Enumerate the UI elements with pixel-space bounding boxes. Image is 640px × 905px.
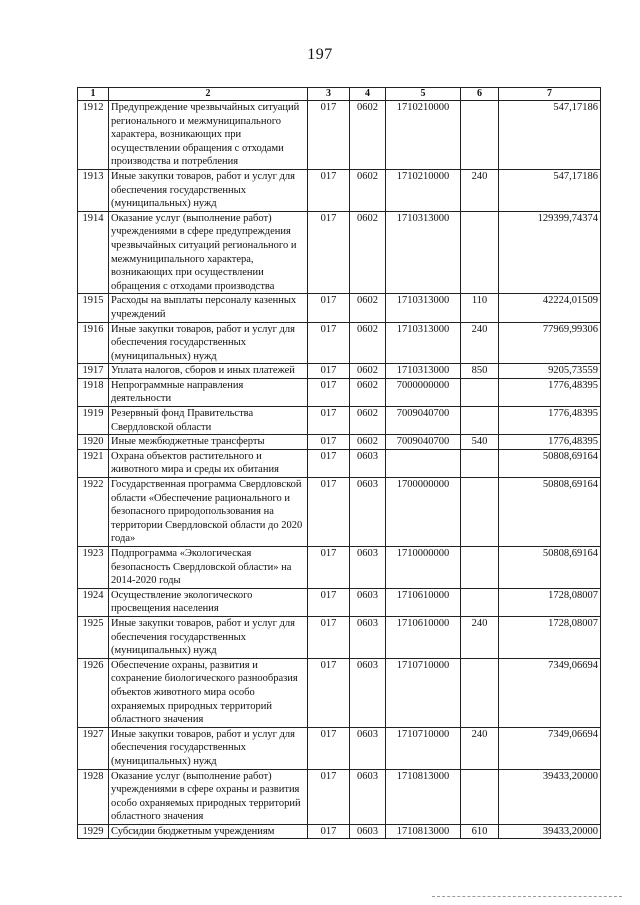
expense-type-cell — [461, 407, 499, 435]
scan-edge-mark — [432, 896, 622, 898]
amount-cell: 7349,06694 — [499, 727, 601, 769]
section-code-cell: 0603 — [350, 478, 386, 547]
ministry-code-cell: 017 — [308, 616, 350, 658]
table-row — [78, 322, 601, 364]
amount-cell: 39433,20000 — [499, 824, 601, 839]
target-code-cell — [386, 449, 461, 477]
amount-cell: 39433,20000 — [499, 769, 601, 824]
ministry-code-cell: 017 — [308, 478, 350, 547]
description-cell: Расходы на выплаты персоналу казенных учреждений — [109, 294, 308, 322]
section-code-cell: 0603 — [350, 658, 386, 727]
table-row — [78, 169, 601, 211]
expense-type-cell — [461, 449, 499, 477]
section-code-cell: 0602 — [350, 378, 386, 406]
table-row — [78, 435, 601, 450]
target-code-cell: 7009040700 — [386, 407, 461, 435]
ministry-code-cell: 017 — [308, 378, 350, 406]
column-header: 2 — [109, 88, 308, 101]
section-code-cell: 0602 — [350, 169, 386, 211]
expense-type-cell: 540 — [461, 435, 499, 450]
expense-type-cell — [461, 658, 499, 727]
target-code-cell: 1710313000 — [386, 364, 461, 379]
expense-type-cell — [461, 547, 499, 589]
section-code-cell: 0602 — [350, 322, 386, 364]
section-code-cell: 0603 — [350, 588, 386, 616]
ministry-code-cell: 017 — [308, 727, 350, 769]
table-row — [78, 294, 601, 322]
table-row — [78, 364, 601, 379]
expense-type-cell: 610 — [461, 824, 499, 839]
description-cell: Иные закупки товаров, работ и услуг для обеспечения государственных (муниципальных) нужд — [109, 727, 308, 769]
table-row — [78, 824, 601, 839]
amount-cell: 77969,99306 — [499, 322, 601, 364]
target-code-cell: 1700000000 — [386, 478, 461, 547]
table-row — [78, 101, 601, 170]
ministry-code-cell: 017 — [308, 322, 350, 364]
expense-type-cell: 240 — [461, 169, 499, 211]
table-row — [78, 547, 601, 589]
table-row — [78, 478, 601, 547]
target-code-cell: 1710313000 — [386, 211, 461, 294]
description-cell: Непрограммные направления деятельности — [109, 378, 308, 406]
row-number-cell: 1929 — [78, 824, 109, 839]
ministry-code-cell: 017 — [308, 658, 350, 727]
budget-table — [77, 87, 601, 839]
expense-type-cell: 240 — [461, 616, 499, 658]
description-cell: Предупреждение чрезвычайных ситуаций регионального и межмуниципального характера, возникающих при осуществлении обращения с отходами производства и потребления — [109, 101, 308, 170]
expense-type-cell: 850 — [461, 364, 499, 379]
page-number: 197 — [307, 46, 333, 63]
table-row — [78, 769, 601, 824]
row-number-cell: 1922 — [78, 478, 109, 547]
expense-type-cell — [461, 588, 499, 616]
table-row — [78, 449, 601, 477]
amount-cell: 547,17186 — [499, 101, 601, 170]
description-cell: Уплата налогов, сборов и иных платежей — [109, 364, 308, 379]
section-code-cell: 0602 — [350, 101, 386, 170]
row-number-cell: 1921 — [78, 449, 109, 477]
description-cell: Оказание услуг (выполнение работ) учреждениями в сфере предупреждения чрезвычайных ситуаций регионального и межмуниципального характера, возникающих при осуществлении обращения с отходами производства — [109, 211, 308, 294]
section-code-cell: 0603 — [350, 449, 386, 477]
section-code-cell: 0603 — [350, 727, 386, 769]
row-number-cell: 1919 — [78, 407, 109, 435]
description-cell: Осуществление экологического просвещения населения — [109, 588, 308, 616]
expense-type-cell — [461, 378, 499, 406]
description-cell: Обеспечение охраны, развития и сохранение биологического разнообразия объектов животного мира особо охраняемых природных территорий областного значения — [109, 658, 308, 727]
row-number-cell: 1912 — [78, 101, 109, 170]
target-code-cell: 1710710000 — [386, 727, 461, 769]
column-header: 6 — [461, 88, 499, 101]
section-code-cell: 0602 — [350, 211, 386, 294]
ministry-code-cell: 017 — [308, 101, 350, 170]
row-number-cell: 1926 — [78, 658, 109, 727]
expense-type-cell: 240 — [461, 727, 499, 769]
amount-cell: 1776,48395 — [499, 435, 601, 450]
row-number-cell: 1917 — [78, 364, 109, 379]
row-number-cell: 1925 — [78, 616, 109, 658]
target-code-cell: 1710610000 — [386, 588, 461, 616]
amount-cell: 9205,73559 — [499, 364, 601, 379]
description-cell: Иные закупки товаров, работ и услуг для обеспечения государственных (муниципальных) нужд — [109, 169, 308, 211]
ministry-code-cell: 017 — [308, 294, 350, 322]
amount-cell: 50808,69164 — [499, 547, 601, 589]
amount-cell: 50808,69164 — [499, 478, 601, 547]
row-number-cell: 1920 — [78, 435, 109, 450]
target-code-cell: 7009040700 — [386, 435, 461, 450]
target-code-cell: 1710210000 — [386, 169, 461, 211]
expense-type-cell: 110 — [461, 294, 499, 322]
target-code-cell: 1710000000 — [386, 547, 461, 589]
expense-type-cell — [461, 769, 499, 824]
column-header: 1 — [78, 88, 109, 101]
target-code-cell: 1710313000 — [386, 322, 461, 364]
target-code-cell: 1710610000 — [386, 616, 461, 658]
column-header: 5 — [386, 88, 461, 101]
ministry-code-cell: 017 — [308, 211, 350, 294]
column-header: 3 — [308, 88, 350, 101]
ministry-code-cell: 017 — [308, 435, 350, 450]
target-code-cell: 1710813000 — [386, 824, 461, 839]
amount-cell: 1776,48395 — [499, 378, 601, 406]
description-cell: Охрана объектов растительного и животного мира и среды их обитания — [109, 449, 308, 477]
section-code-cell: 0603 — [350, 547, 386, 589]
target-code-cell: 1710813000 — [386, 769, 461, 824]
row-number-cell: 1927 — [78, 727, 109, 769]
section-code-cell: 0603 — [350, 616, 386, 658]
target-code-cell: 7000000000 — [386, 378, 461, 406]
row-number-cell: 1914 — [78, 211, 109, 294]
amount-cell: 1728,08007 — [499, 588, 601, 616]
amount-cell: 1776,48395 — [499, 407, 601, 435]
description-cell: Иные закупки товаров, работ и услуг для обеспечения государственных (муниципальных) нужд — [109, 322, 308, 364]
table-row — [78, 378, 601, 406]
target-code-cell: 1710710000 — [386, 658, 461, 727]
section-code-cell: 0602 — [350, 407, 386, 435]
table-row — [78, 211, 601, 294]
description-cell: Иные межбюджетные трансферты — [109, 435, 308, 450]
table-row — [78, 616, 601, 658]
table-row — [78, 658, 601, 727]
amount-cell: 42224,01509 — [499, 294, 601, 322]
table-row — [78, 588, 601, 616]
row-number-cell: 1918 — [78, 378, 109, 406]
section-code-cell: 0603 — [350, 769, 386, 824]
row-number-cell: 1923 — [78, 547, 109, 589]
column-header: 7 — [499, 88, 601, 101]
table-row — [78, 727, 601, 769]
section-code-cell: 0602 — [350, 294, 386, 322]
ministry-code-cell: 017 — [308, 824, 350, 839]
section-code-cell: 0603 — [350, 824, 386, 839]
description-cell: Подпрограмма «Экологическая безопасность Свердловской области» на 2014-2020 годы — [109, 547, 308, 589]
ministry-code-cell: 017 — [308, 547, 350, 589]
ministry-code-cell: 017 — [308, 449, 350, 477]
ministry-code-cell: 017 — [308, 769, 350, 824]
header-row — [78, 88, 601, 101]
target-code-cell: 1710210000 — [386, 101, 461, 170]
expense-type-cell — [461, 101, 499, 170]
amount-cell: 1728,08007 — [499, 616, 601, 658]
expense-type-cell — [461, 478, 499, 547]
row-number-cell: 1913 — [78, 169, 109, 211]
ministry-code-cell: 017 — [308, 588, 350, 616]
ministry-code-cell: 017 — [308, 169, 350, 211]
row-number-cell: 1924 — [78, 588, 109, 616]
expense-type-cell — [461, 211, 499, 294]
target-code-cell: 1710313000 — [386, 294, 461, 322]
table-row — [78, 407, 601, 435]
ministry-code-cell: 017 — [308, 364, 350, 379]
amount-cell: 50808,69164 — [499, 449, 601, 477]
row-number-cell: 1928 — [78, 769, 109, 824]
ministry-code-cell: 017 — [308, 407, 350, 435]
section-code-cell: 0602 — [350, 435, 386, 450]
amount-cell: 547,17186 — [499, 169, 601, 211]
amount-cell: 7349,06694 — [499, 658, 601, 727]
amount-cell: 129399,74374 — [499, 211, 601, 294]
row-number-cell: 1915 — [78, 294, 109, 322]
column-header: 4 — [350, 88, 386, 101]
section-code-cell: 0602 — [350, 364, 386, 379]
description-cell: Субсидии бюджетным учреждениям — [109, 824, 308, 839]
description-cell: Резервный фонд Правительства Свердловской области — [109, 407, 308, 435]
description-cell: Государственная программа Свердловской области «Обеспечение рационального и безопасного природопользования на территории Свердловской области до 2020 года» — [109, 478, 308, 547]
expense-type-cell: 240 — [461, 322, 499, 364]
description-cell: Иные закупки товаров, работ и услуг для обеспечения государственных (муниципальных) нужд — [109, 616, 308, 658]
row-number-cell: 1916 — [78, 322, 109, 364]
description-cell: Оказание услуг (выполнение работ) учреждениями в сфере охраны и развития особо охраняемых природных территорий областного значения — [109, 769, 308, 824]
